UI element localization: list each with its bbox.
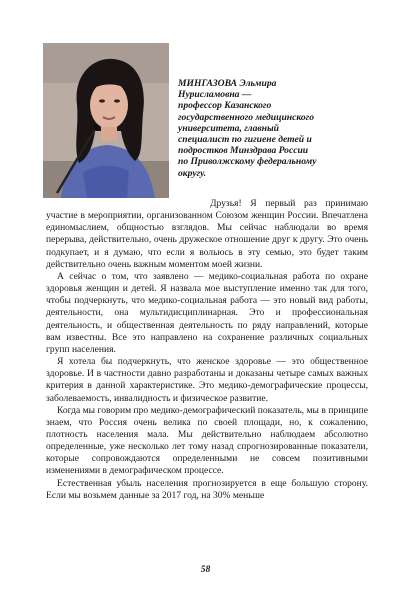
caption-line: подростков Минздрава России	[178, 145, 309, 157]
paragraph: Я хотела бы подчеркнуть, что женское здоровье — это общественное здоровье. И в частности давно разработаны и доказаны четыре самых важных критерия в данной характеристике. Это медико-демографические процессы, заболеваемость, инвалидность и физическое развитие.	[46, 356, 368, 404]
caption-line: МИНГАЗОВА Эльмира	[178, 78, 277, 89]
caption-line: округу.	[178, 167, 207, 179]
paragraph: Естественная убыль населения прогнозируется в еще большую сторону. Если мы возьмем данные за 2017 год, на 30% меньше	[46, 477, 368, 501]
caption-line: по Приволжскому федеральному	[178, 156, 317, 168]
article-body	[46, 198, 368, 502]
caption-line: профессор Казанского	[178, 100, 272, 112]
caption-line: Нурисламовна —	[178, 89, 252, 101]
page-number: 58	[200, 565, 211, 575]
paragraph: А сейчас о том, что заявлено — медико-социальная работа по охране здоровья женщин и детей. Я назвала мое выступление именно так для того, чтобы подчеркнуть, что медико-социальная работа — это новый вид работы, деятельности, она мультидисциплинарная. Это и профессиональная деятельность, и общественная деятельность по ряду направлений, которые вам известны. Все это направлено на сохранение различных социальных групп населения.	[46, 270, 368, 355]
paragraph: Когда мы говорим про медико-демографический показатель, мы в принципе знаем, что Россия очень велика по своей площади, но, к сожалению, плотность населения мала. Мы действительно наблюдаем абсолютно определенные, уже несколько лет тому назад спрогнозированные показатели, которые сопровождаются определенными не совсем позитивными изменениями в демографическом процессе.	[46, 404, 368, 477]
author-caption	[178, 78, 373, 179]
caption-line: университета, главный	[178, 122, 280, 134]
caption-line: специалист по гигиене детей и	[178, 134, 312, 146]
portrait-photo	[43, 43, 169, 198]
caption-line: государственного медицинского	[178, 111, 315, 123]
paragraph: Друзья! Я первый раз принимаю участие в мероприятии, организованном Союзом женщин России. Впечатлена единомыслием, общностью взглядов. Мы сейчас наблюдали во время перерыва, действительно, очень дружеское отношение друг к другу. Это очень подкупает, и я думаю, что если я вольюсь в эту семью, это будет таким действительно очень важным моментом моей жизни.	[46, 198, 368, 270]
